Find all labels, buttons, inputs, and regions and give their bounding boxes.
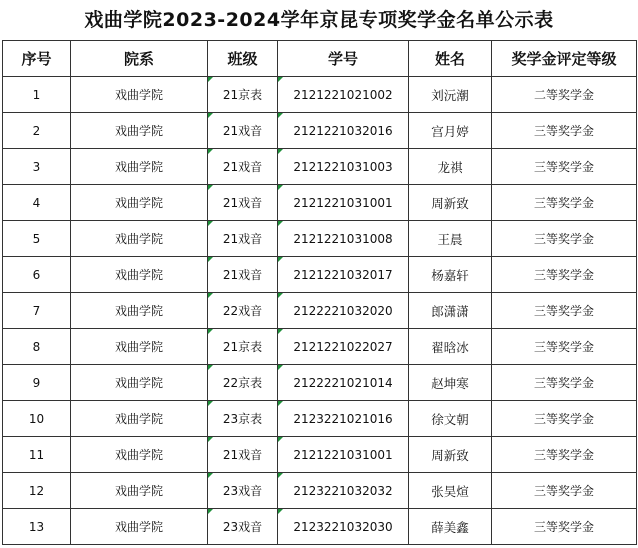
table-row bbox=[3, 329, 637, 365]
table-row bbox=[3, 185, 637, 221]
cell-student-id: 2122221021014 bbox=[278, 365, 409, 401]
cell-no: 1 bbox=[3, 77, 71, 113]
cell-dept: 戏曲学院 bbox=[71, 185, 208, 221]
cell-dept: 戏曲学院 bbox=[71, 401, 208, 437]
cell-class: 21戏音 bbox=[208, 185, 278, 221]
cell-no: 10 bbox=[3, 401, 71, 437]
table-row bbox=[3, 77, 637, 113]
header-no: 序号 bbox=[3, 41, 71, 77]
cell-name: 周新致 bbox=[409, 437, 492, 473]
table-row bbox=[3, 437, 637, 473]
cell-student-id: 2121221031003 bbox=[278, 149, 409, 185]
table-body bbox=[3, 77, 637, 545]
cell-no: 6 bbox=[3, 257, 71, 293]
cell-level: 三等奖学金 bbox=[492, 185, 637, 221]
cell-dept: 戏曲学院 bbox=[71, 257, 208, 293]
cell-name: 郎潇潇 bbox=[409, 293, 492, 329]
cell-class: 22京表 bbox=[208, 365, 278, 401]
cell-name: 张昊煊 bbox=[409, 473, 492, 509]
cell-dept: 戏曲学院 bbox=[71, 509, 208, 545]
cell-name: 龙祺 bbox=[409, 149, 492, 185]
cell-dept: 戏曲学院 bbox=[71, 149, 208, 185]
cell-student-id: 2121221031001 bbox=[278, 437, 409, 473]
cell-name: 徐文朝 bbox=[409, 401, 492, 437]
cell-name: 刘沅潮 bbox=[409, 77, 492, 113]
table-row bbox=[3, 473, 637, 509]
cell-class: 21戏音 bbox=[208, 113, 278, 149]
cell-no: 3 bbox=[3, 149, 71, 185]
cell-dept: 戏曲学院 bbox=[71, 221, 208, 257]
cell-student-id: 2122221032020 bbox=[278, 293, 409, 329]
cell-name: 薛美鑫 bbox=[409, 509, 492, 545]
cell-name: 周新致 bbox=[409, 185, 492, 221]
cell-student-id: 2121221032017 bbox=[278, 257, 409, 293]
cell-no: 9 bbox=[3, 365, 71, 401]
cell-class: 21戏音 bbox=[208, 437, 278, 473]
page-title: 戏曲学院2023-2024学年京昆专项奖学金名单公示表 bbox=[84, 9, 554, 31]
cell-class: 23京表 bbox=[208, 401, 278, 437]
cell-student-id: 2123221021016 bbox=[278, 401, 409, 437]
cell-no: 12 bbox=[3, 473, 71, 509]
cell-student-id: 2121221032016 bbox=[278, 113, 409, 149]
cell-student-id: 2121221022027 bbox=[278, 329, 409, 365]
scholarship-table bbox=[2, 40, 637, 545]
cell-level: 三等奖学金 bbox=[492, 329, 637, 365]
cell-name: 王晨 bbox=[409, 221, 492, 257]
cell-dept: 戏曲学院 bbox=[71, 329, 208, 365]
header-dept: 院系 bbox=[71, 41, 208, 77]
table-row bbox=[3, 509, 637, 545]
header-student-id: 学号 bbox=[278, 41, 409, 77]
table-row bbox=[3, 257, 637, 293]
cell-dept: 戏曲学院 bbox=[71, 113, 208, 149]
cell-student-id: 2121221031008 bbox=[278, 221, 409, 257]
cell-level: 三等奖学金 bbox=[492, 509, 637, 545]
cell-name: 赵坤寒 bbox=[409, 365, 492, 401]
table-row bbox=[3, 221, 637, 257]
cell-class: 23戏音 bbox=[208, 473, 278, 509]
cell-no: 8 bbox=[3, 329, 71, 365]
cell-no: 2 bbox=[3, 113, 71, 149]
cell-class: 21戏音 bbox=[208, 221, 278, 257]
cell-level: 三等奖学金 bbox=[492, 365, 637, 401]
cell-dept: 戏曲学院 bbox=[71, 365, 208, 401]
cell-name: 杨嘉轩 bbox=[409, 257, 492, 293]
cell-class: 21戏音 bbox=[208, 257, 278, 293]
cell-student-id: 2121221031001 bbox=[278, 185, 409, 221]
cell-dept: 戏曲学院 bbox=[71, 293, 208, 329]
cell-level: 三等奖学金 bbox=[492, 401, 637, 437]
cell-level: 三等奖学金 bbox=[492, 437, 637, 473]
table-row bbox=[3, 401, 637, 437]
header-level: 奖学金评定等级 bbox=[492, 41, 637, 77]
cell-class: 23戏音 bbox=[208, 509, 278, 545]
cell-level: 三等奖学金 bbox=[492, 293, 637, 329]
cell-class: 22戏音 bbox=[208, 293, 278, 329]
cell-no: 13 bbox=[3, 509, 71, 545]
cell-class: 21京表 bbox=[208, 329, 278, 365]
table-row bbox=[3, 293, 637, 329]
cell-dept: 戏曲学院 bbox=[71, 437, 208, 473]
cell-level: 三等奖学金 bbox=[492, 221, 637, 257]
table-row bbox=[3, 365, 637, 401]
cell-student-id: 2123221032032 bbox=[278, 473, 409, 509]
cell-dept: 戏曲学院 bbox=[71, 473, 208, 509]
cell-student-id: 2121221021002 bbox=[278, 77, 409, 113]
cell-level: 三等奖学金 bbox=[492, 257, 637, 293]
cell-student-id: 2123221032030 bbox=[278, 509, 409, 545]
header-row bbox=[3, 41, 637, 77]
header-name: 姓名 bbox=[409, 41, 492, 77]
cell-level: 二等奖学金 bbox=[492, 77, 637, 113]
cell-level: 三等奖学金 bbox=[492, 113, 637, 149]
cell-no: 7 bbox=[3, 293, 71, 329]
header-class: 班级 bbox=[208, 41, 278, 77]
cell-name: 翟晗冰 bbox=[409, 329, 492, 365]
cell-name: 宫月婷 bbox=[409, 113, 492, 149]
cell-no: 4 bbox=[3, 185, 71, 221]
cell-class: 21京表 bbox=[208, 77, 278, 113]
cell-class: 21戏音 bbox=[208, 149, 278, 185]
cell-level: 三等奖学金 bbox=[492, 149, 637, 185]
table-row bbox=[3, 149, 637, 185]
cell-level: 三等奖学金 bbox=[492, 473, 637, 509]
table-row bbox=[3, 113, 637, 149]
cell-no: 5 bbox=[3, 221, 71, 257]
cell-dept: 戏曲学院 bbox=[71, 77, 208, 113]
cell-no: 11 bbox=[3, 437, 71, 473]
